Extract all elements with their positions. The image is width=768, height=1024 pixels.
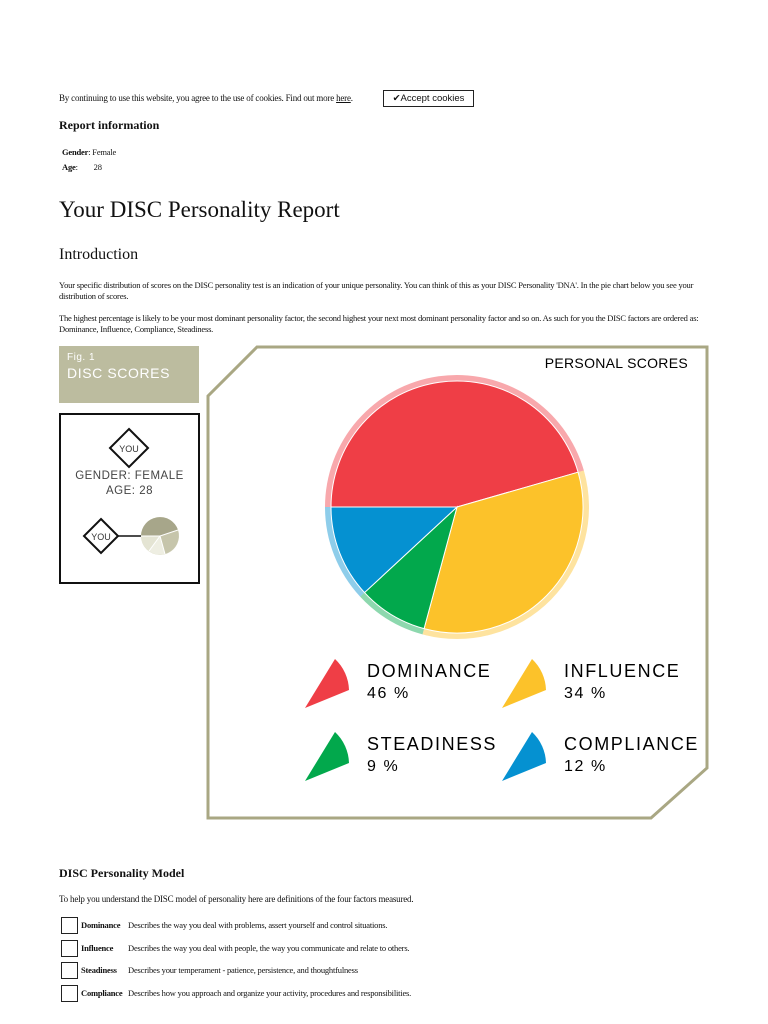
cookie-more-link[interactable]: here xyxy=(336,93,351,103)
you-label-small: YOU xyxy=(91,532,111,542)
age-label: Age xyxy=(62,162,76,172)
profile-key-graphic xyxy=(61,415,198,582)
model-intro: To help you understand the DISC model of personality here are definitions of the four factors measured. xyxy=(59,894,414,904)
factor-checkbox[interactable] xyxy=(61,962,78,979)
figure-number: Fig. 1 xyxy=(67,352,96,363)
factor-term: Steadiness xyxy=(81,965,117,975)
profile-key-box xyxy=(59,413,200,584)
factor-term: Influence xyxy=(81,943,114,953)
key-age: AGE: 28 xyxy=(106,485,153,497)
page-title: Your DISC Personality Report xyxy=(59,197,340,222)
legend-label: DOMINANCE xyxy=(367,661,492,681)
figure-label xyxy=(59,346,199,403)
factor-desc: Describes the way you deal with problems, assert yourself and control situations. xyxy=(128,920,388,930)
panel-title: PERSONAL SCORES xyxy=(544,355,688,371)
intro-paragraph-2: The highest percentage is likely to be your most dominant personality factor, the second highest your next most dominant personality factor and so on. As such for you the DISC factors are ordered as: Dominance, Influence, Compliance, Steadiness. xyxy=(59,313,699,334)
figure-title: DISC SCORES xyxy=(67,365,171,381)
factor-checkbox[interactable] xyxy=(61,917,78,934)
you-label: YOU xyxy=(119,444,139,454)
factor-desc: Describes the way you deal with people, the way you communicate and relate to others. xyxy=(128,943,410,953)
factor-row-steadiness xyxy=(61,961,358,979)
you-diamond-icon xyxy=(110,429,148,467)
gender-label: Gender xyxy=(62,147,89,157)
cookie-notice: By continuing to use this website, you agree to the use of cookies. Find out more here. xyxy=(59,93,353,103)
factor-row-compliance xyxy=(61,984,411,1002)
personal-scores-panel xyxy=(205,344,711,822)
model-heading: DISC Personality Model xyxy=(59,866,185,880)
legend-percent: 46 % xyxy=(367,685,410,702)
you-connector-icon xyxy=(84,519,141,553)
legend-label: INFLUENCE xyxy=(564,661,681,681)
cookie-notice-text: By continuing to use this website, you agree to the use of cookies. Find out more xyxy=(59,93,335,103)
legend-percent: 34 % xyxy=(564,685,607,702)
pie-chart xyxy=(325,375,589,639)
legend-label: COMPLIANCE xyxy=(564,734,700,754)
gender-value: Female xyxy=(92,147,117,157)
factor-desc: Describes your temperament - patience, persistence, and thoughtfulness xyxy=(128,965,358,975)
factor-row-influence xyxy=(61,939,409,957)
gender-row: Gender: Female xyxy=(62,147,117,157)
legend-label: STEADINESS xyxy=(367,734,498,754)
factor-desc: Describes how you approach and organize your activity, procedures and responsibilities. xyxy=(128,988,412,998)
mini-pie-icon xyxy=(141,517,179,555)
key-gender: GENDER: FEMALE xyxy=(75,470,184,482)
factor-row-dominance xyxy=(61,916,387,934)
accept-cookies-button[interactable]: ✔Accept cookies xyxy=(383,90,474,107)
factor-term: Compliance xyxy=(81,988,123,998)
legend-percent: 9 % xyxy=(367,758,400,775)
legend-percent: 12 % xyxy=(564,758,607,775)
factor-checkbox[interactable] xyxy=(61,985,78,1002)
intro-paragraph-1: Your specific distribution of scores on the DISC personality test is an indication of your unique personality. You can think of this as your DISC Personality 'DNA'. In the pie chart below you see your distribution of scores. xyxy=(59,280,694,301)
factor-term: Dominance xyxy=(81,920,121,930)
report-info-heading: Report information xyxy=(59,118,160,132)
factor-checkbox[interactable] xyxy=(61,940,78,957)
intro-heading: Introduction xyxy=(59,246,139,263)
age-row: Age: 28 xyxy=(62,162,102,172)
age-value: 28 xyxy=(93,162,102,172)
